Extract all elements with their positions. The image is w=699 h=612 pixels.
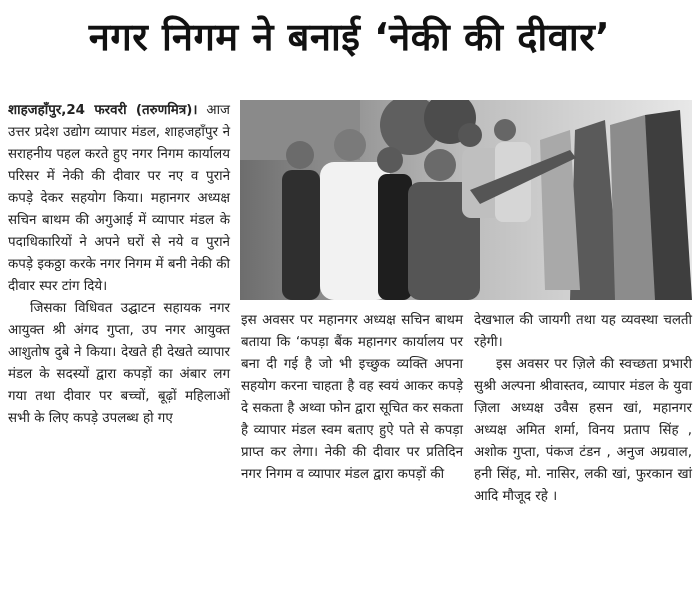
dateline: शाहजहाँपुर,24 फरवरी (तरुणमित्र)। bbox=[8, 103, 198, 118]
article-paragraph: इस अवसर पर ज़िले की स्वच्छता प्रभारी सुश्री अल्पना श्रीवास्तव, व्यापार मंडल के युवा ज़िला अध्यक्ष उवैस हसन खां, महानगर अध्यक्ष अमित शर्मा, विनय प्रताप सिंह , अशोक गुप्ता, पंकज टंडन , अनुज अग्रवाल, हनी सिंह, मो. नासिर, लकी खां, फुरकान खां आदि मौजूद रहे । bbox=[474, 357, 692, 504]
article-paragraph bbox=[8, 100, 230, 298]
paragraph-text: आज उत्तर प्रदेश उद्योग व्यापार मंडल, शाहजहाँपुर ने सराहनीय पहल करते हुए नगर निगम कार्यालय परिसर में नेकी की दीवार पर नए व पुराने कपड़े देकर सहयोग किया। महानगर अध्यक्ष सचिन बाथम की अगुआई में व्यापार मंडल के पदाधिकारियों ने अपने घरों से नये व पुराने कपड़े इकठ्ठा करके नगर निगम में बनी नेकी की दीवार स्पर टांग दिये। bbox=[8, 103, 230, 294]
article-paragraph: जिसका विधिवत उद्घाटन सहायक नगर आयुक्त श्री अंगद गुप्ता, उप नगर आयुक्त आशुतोष दुबे ने किया। देखते ही देखते व्यापार मंडल के सदस्यों द्वारा कपड़ों का अंबार लग गया तथा दीवार पर बच्चों, बूढ़ों महिलाओं सभी के लिए कपड़े उपलब्ध हो गए bbox=[8, 301, 230, 426]
article-column-3 bbox=[474, 310, 692, 508]
headline: नगर निगम ने बनाई ‘नेकी की दीवार’ bbox=[88, 15, 611, 59]
article-column-2 bbox=[241, 310, 463, 486]
article-column-1 bbox=[8, 100, 230, 430]
article-paragraph: देखभाल की जायगी तथा यह व्यवस्था चलती रहेगी। bbox=[474, 313, 692, 350]
news-photo bbox=[240, 100, 692, 300]
article-paragraph: इस अवसर पर महानगर अध्यक्ष सचिन बाथम बताया कि ‘कपड़ा बैंक महानगर कार्यालय पर बना दी गई है जो भी इच्छुक व्यक्ति अपना सहयोग करना चाहता है वह स्वयं आकर कपड़े दे सकता है अथ्वा फोन द्वारा सूचित कर सकता है व्यापार मंडल स्वम बताए हुऐ पते से कपड़ा प्राप्त कर लेगा। नेकी की दीवार पर प्रतिदिन नगर निगम व व्यापार मंडल द्वारा कपड़ों की bbox=[241, 313, 463, 482]
